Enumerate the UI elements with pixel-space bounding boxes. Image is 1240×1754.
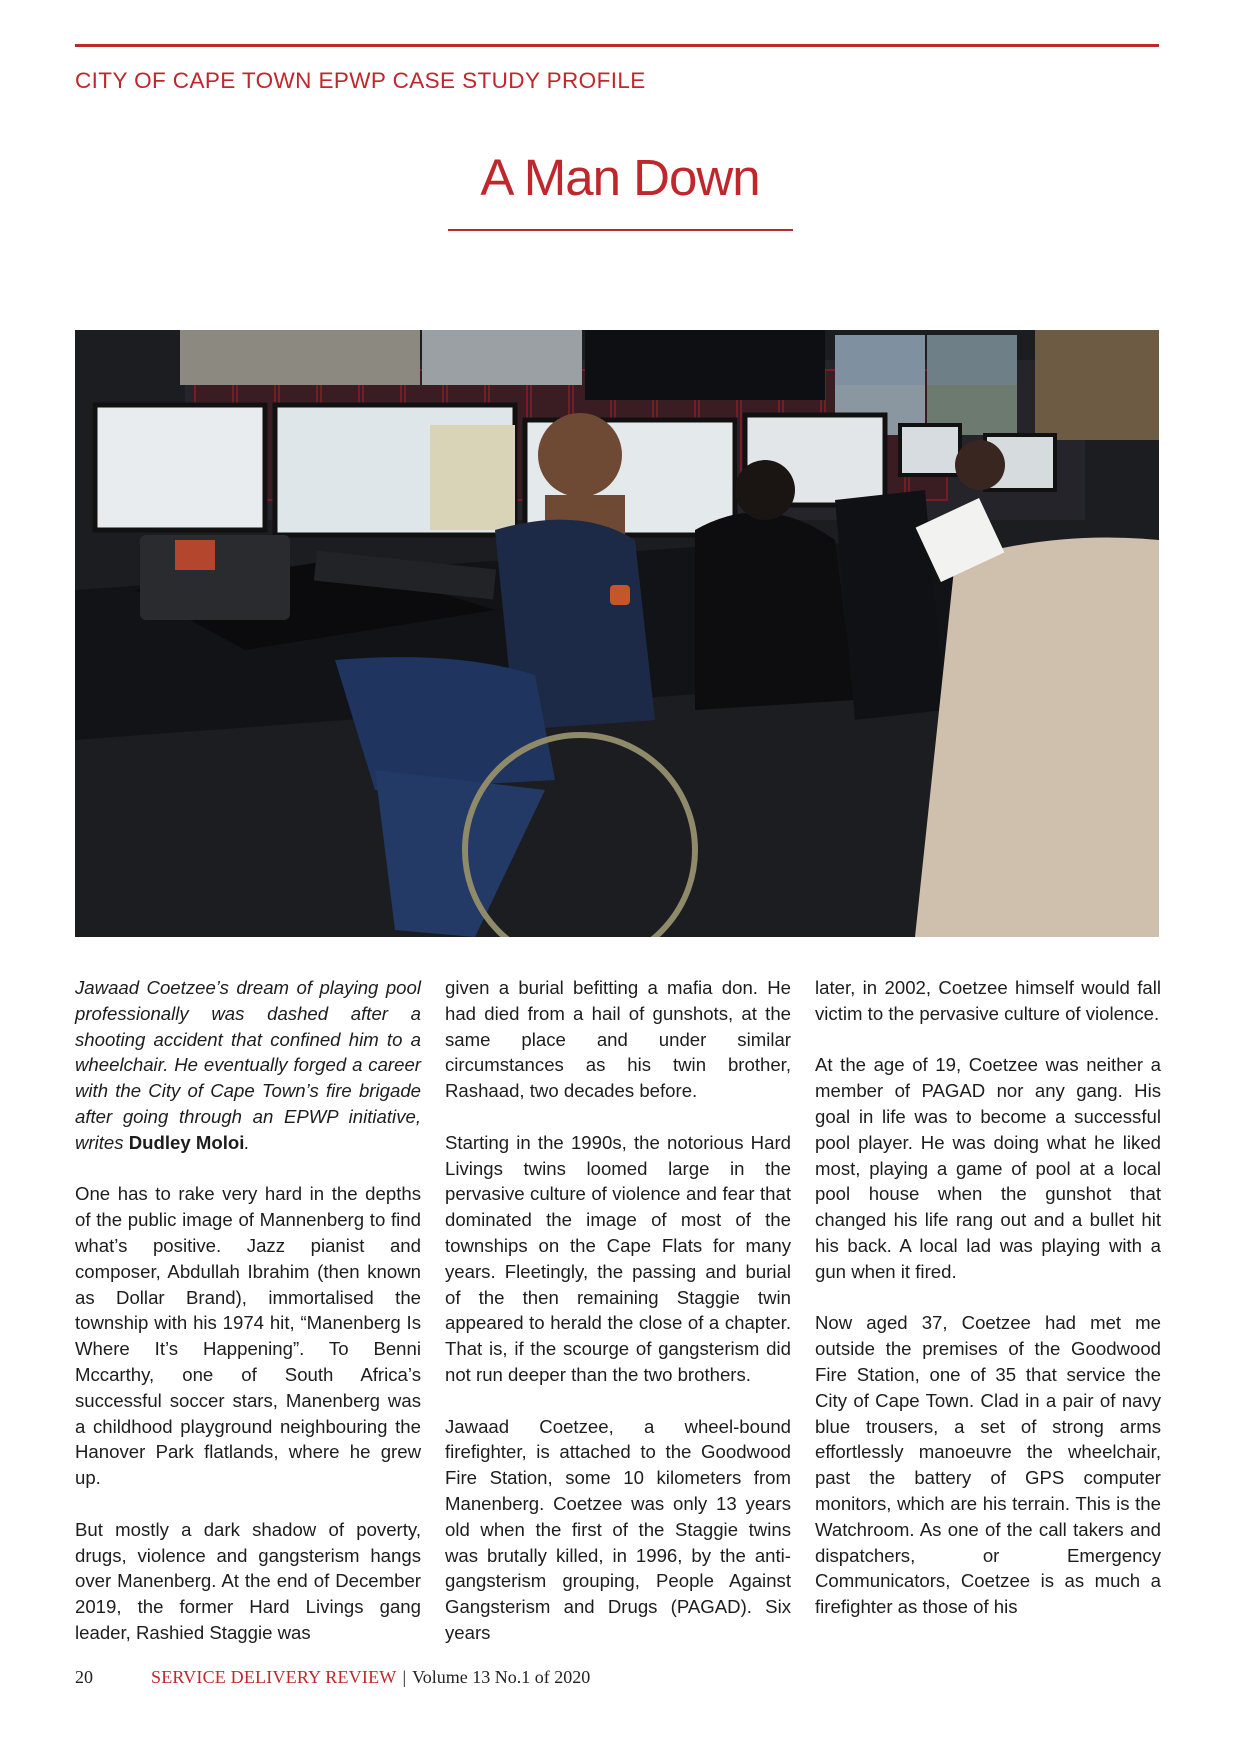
paragraph: later, in 2002, Coetzee himself would fall victim to the pervasive culture of violence. [815, 977, 1161, 1024]
control-room-photo [75, 330, 1159, 937]
column-2 [445, 975, 791, 1672]
top-rule [75, 44, 1159, 47]
page-number: 20 [75, 1667, 93, 1687]
issue-info: Volume 13 No.1 of 2020 [412, 1667, 591, 1687]
article-body [75, 975, 1163, 1645]
footer-separator: | [402, 1667, 407, 1687]
article-title: A Man Down [480, 149, 760, 206]
paragraph: given a burial befitting a mafia don. He had died from a hail of gunshots, at the same place and under similar circumstances as his twin brother, Rashaad, two decades before. [445, 977, 791, 1102]
column-1 [75, 975, 421, 1672]
paragraph: Now aged 37, Coetzee had met me outside the premises of the Goodwood Fire Station, one of 35 that service the City of Cape Town. Clad in a pair of navy blue trousers, a set of strong arms effortlessly manoeuvre the wheelchair, past the battery of GPS computer monitors, which are his terrain. This is the Watchroom. As one of the call takers and dispatchers, or Emergency Communicators, Coetzee is as much a firefighter as those of his [815, 1312, 1161, 1618]
intro-text: Jawaad Coetzee’s dream of playing pool professionally was dashed after a shooting accident that confined him to a wheelchair. He eventually forged a career with the City of Cape Town’s fire brigade after going through an EPWP initiative, writes [75, 977, 421, 1153]
publication-name: SERVICE DELIVERY REVIEW [151, 1667, 397, 1687]
paragraph: One has to rake very hard in the depths of the public image of Mannenberg to find what’s positive. Jazz pianist and composer, Abdullah Ibrahim (then known as Dollar Brand), immortalised the township with his 1974 hit, “Manenberg Is Where It’s Happening”. To Benni Mccarthy, one of South Africa’s successful soccer stars, Manenberg was a childhood playground neighbouring the Hanover Park flatlands, where he grew up. [75, 1183, 421, 1489]
byline-period: . [244, 1131, 250, 1153]
paragraph: Starting in the 1990s, the notorious Hard Livings twins loomed large in the pervasive culture of violence and fear that dominated the image of most of the townships on the Cape Flats for many years. Fleetingly, the passing and burial of the then remaining Staggie twin appeared to herald the close of a chapter. That is, if the scourge of gangsterism did not run deeper than the two brothers. [445, 1131, 791, 1385]
paragraph: Jawaad Coetzee, a wheel-bound firefighter, is attached to the Goodwood Fire Station, some 10 kilometers from Manenberg. Coetzee was only 13 years old when the first of the Staggie twins was brutally killed, in 1996, by the anti-gangsterism grouping, People Against Gangsterism and Drugs (PAGAD). Six years [445, 1415, 791, 1643]
paragraph: But mostly a dark shadow of poverty, drugs, violence and gangsterism hangs over Manenberg. At the end of December 2019, the former Hard Livings gang leader, Rashied Staggie was [75, 1518, 421, 1643]
paragraph: At the age of 19, Coetzee was neither a member of PAGAD nor any gang. His goal in life was to become a successful pool player. He was doing what he liked most, playing a game of pool at a local pool house when the gunshot that changed his life rang out and a bullet hit his back. A local lad was playing with a gun when it fired. [815, 1054, 1161, 1282]
title-underline [448, 229, 793, 231]
page-footer [75, 1667, 590, 1688]
column-3 [815, 975, 1161, 1646]
section-label: CITY OF CAPE TOWN EPWP CASE STUDY PROFILE [75, 68, 646, 93]
intro-paragraph [75, 975, 421, 1156]
author-byline: Dudley Moloi [128, 1131, 245, 1153]
